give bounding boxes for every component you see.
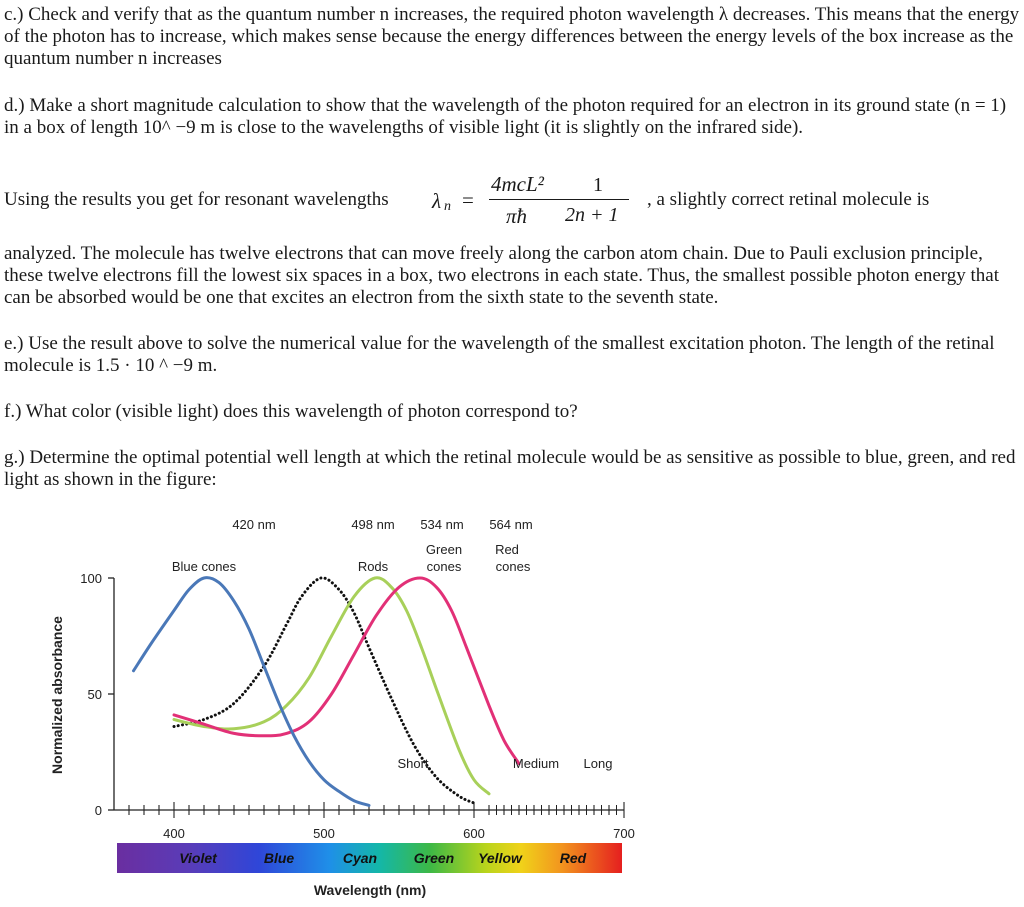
formula-num1: 4mcL² xyxy=(491,172,544,196)
y-tick-label: 0 xyxy=(94,803,102,818)
label-green-1: Green xyxy=(425,542,463,557)
spectrum-label-red: Red xyxy=(559,850,587,866)
spectrum-label-violet: Violet xyxy=(179,850,217,866)
peak-label-420: 420 nm xyxy=(232,517,276,532)
x-axis-label: Wavelength (nm) xyxy=(313,882,427,898)
using-text: Using the results you get for resonant wavelengths xyxy=(4,189,389,210)
x-tick-label: 400 xyxy=(163,826,185,841)
x-tick-label: 500 xyxy=(313,826,335,841)
label-red-2: cones xyxy=(495,559,531,574)
spectrum-label-cyan: Cyan xyxy=(342,850,378,866)
x-tick-label: 600 xyxy=(463,826,485,841)
question-e: e.) Use the result above to solve the numerical value for the wavelength of the smallest excitation photon. The length of the retinal molecule is 1.5 · 10 ^ −9 m. xyxy=(4,333,995,376)
spectrum-label-green: Green xyxy=(413,850,455,866)
using-suffix-text: , a slightly correct retinal molecule is xyxy=(647,189,930,210)
formula-lambda: λ xyxy=(432,189,442,213)
label-green-2: cones xyxy=(426,559,462,574)
formula-equals: = xyxy=(462,188,474,212)
formula-den1: πħ xyxy=(506,204,528,228)
region-label-medium: Medium xyxy=(512,756,560,771)
curve-green-cones xyxy=(174,578,489,794)
x-tick-label: 700 xyxy=(613,826,635,841)
y-tick-label: 100 xyxy=(80,571,102,586)
formula-num2: 1 xyxy=(593,174,603,196)
y-tick-label: 50 xyxy=(87,687,102,702)
absorbance-chart xyxy=(0,505,1024,905)
formula-den2: 2n + 1 xyxy=(565,204,619,226)
region-label-short: Short xyxy=(397,756,429,771)
spectrum-label-blue: Blue xyxy=(263,850,295,866)
spectrum-label-yellow: Yellow xyxy=(478,850,522,866)
peak-label-534: 534 nm xyxy=(420,517,464,532)
question-g: g.) Determine the optimal potential well length at which the retinal molecule would be as sensitive as possible to blue, green, and red light as shown in the figure: xyxy=(4,447,1016,490)
curve-rods xyxy=(174,578,474,803)
peak-label-564: 564 nm xyxy=(489,517,533,532)
paragraph-analyzed: analyzed. The molecule has twelve electrons that can move freely along the carbon atom chain. Due to Pauli exclusion principle, these twelve electrons fill the lowest six spaces in a box, two electrons in each state. Thus, the smallest possible photon energy that can be absorbed would be one that excites an electron from the sixth state to the seventh state. xyxy=(4,243,999,308)
question-f: f.) What color (visible light) does this wavelength of photon correspond to? xyxy=(4,401,578,422)
question-d: d.) Make a short magnitude calculation to show that the wavelength of the photon required for an electron in its ground state (n = 1) in a box of length 10^ −9 m is close to the wavelengths of visible light (it is slightly on the infrared side). xyxy=(4,95,1007,138)
y-axis-label: Normalized absorbance xyxy=(49,616,65,774)
region-label-long: Long xyxy=(583,756,613,771)
label-blue-cones: Blue cones xyxy=(171,559,237,574)
formula-lambda-sub: n xyxy=(444,199,451,214)
peak-label-498: 498 nm xyxy=(351,517,395,532)
question-c: c.) Check and verify that as the quantum number n increases, the required photon wavelength λ decreases. This means that the energy of the photon has to increase, which makes sense because the energy differences between the energy levels of the box increase as the quantum number n increases xyxy=(4,4,1020,69)
label-red-1: Red xyxy=(495,542,519,557)
label-rods: Rods xyxy=(357,559,389,574)
